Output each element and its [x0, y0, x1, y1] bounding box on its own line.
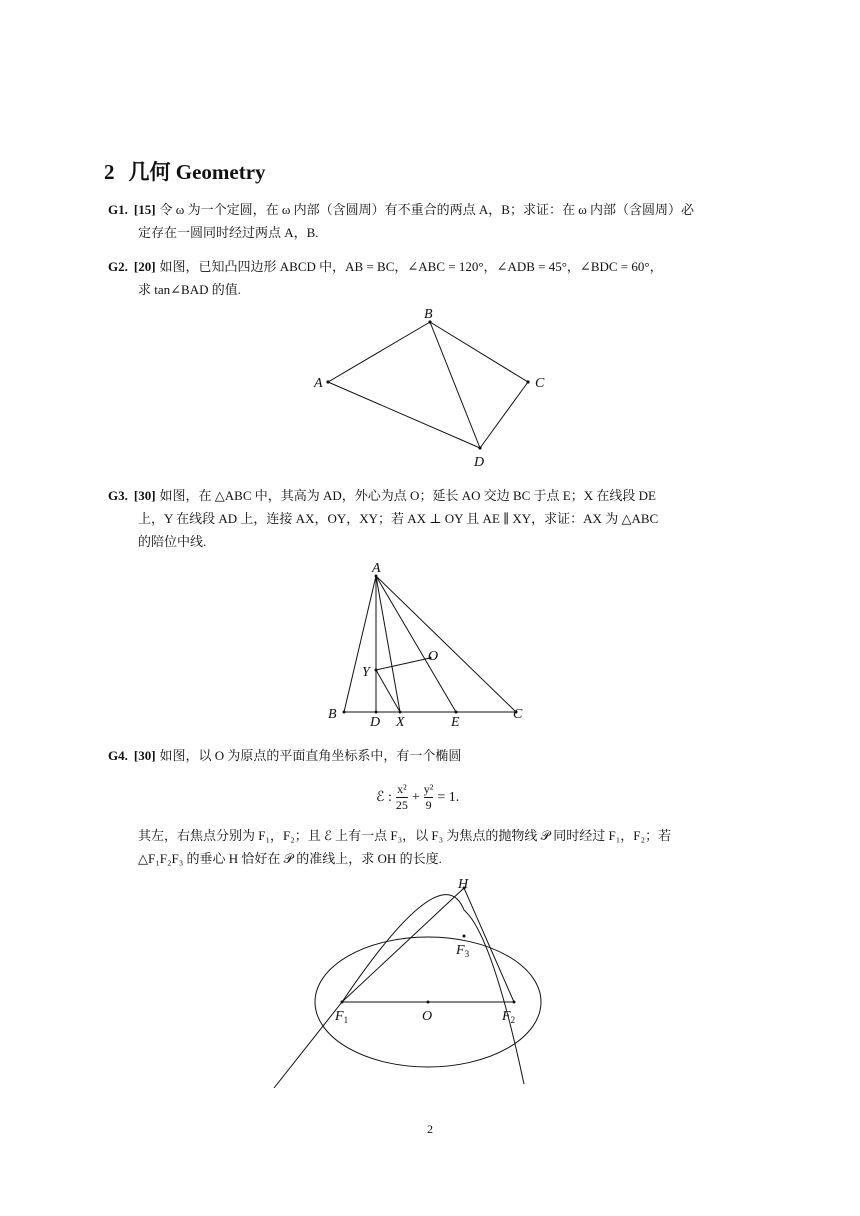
page-number: 2	[427, 1122, 433, 1136]
segment-da	[328, 382, 480, 448]
point-label-e: E	[451, 715, 460, 730]
problem-text: 令 ω 为一个定圆，在 ω 内部（含圆周）有不重合的两点 A，B；求证：在 ω 内部（含圆周）必	[159, 202, 695, 217]
equation-plus: +	[411, 789, 420, 805]
problem-text-cont: 求 tan∠BAD 的值.	[138, 282, 241, 297]
problem-text: 如图，以 O 为原点的平面直角坐标系中，有一个椭圆	[159, 748, 462, 763]
fraction-numerator: x²	[397, 782, 407, 796]
point-label-d: D	[474, 455, 485, 470]
problem-text-cont: △F₁F₂F₃ 的垂心 H 恰好在 𝒫 的准线上，求 OH 的长度.	[138, 851, 442, 866]
problem-label: G2.	[108, 259, 128, 274]
problem-g1	[108, 198, 758, 244]
problem-text: 如图，已知凸四边形 ABCD 中，AB = BC，∠ABC = 120°，∠ADB = 45°，∠BDC = 60°，	[159, 259, 663, 274]
point-label-y: Y	[362, 665, 370, 680]
point-label-h: H	[458, 877, 469, 892]
fraction-denominator: 9	[425, 798, 432, 812]
section-heading	[104, 156, 266, 186]
problem-g3	[108, 484, 758, 553]
segment-f1h	[342, 888, 464, 1002]
point-label-f1: $F_1$	[335, 1009, 349, 1025]
point-label-o: O	[422, 1009, 433, 1024]
point-label-d: D	[370, 715, 381, 730]
point-label-b: B	[424, 307, 433, 322]
point-label-x: X	[396, 715, 405, 730]
problem-label: G4.	[108, 748, 128, 763]
parabola-curve	[274, 895, 524, 1088]
problem-points: [15]	[133, 202, 156, 217]
problem-text-cont: 定存在一圆同时经过两点 A，B.	[138, 225, 319, 240]
problem-text-cont: 其左，右焦点分别为 F₁，F₂；且 ℰ 上有一点 F₃，以 F₃ 为焦点的抛物线 𝒫 同时经过 F₁，F₂；若	[138, 828, 672, 843]
point-label-c: C	[535, 376, 545, 391]
segment-ab	[344, 576, 376, 712]
fraction-y	[424, 782, 434, 813]
equation-rhs: = 1.	[437, 789, 460, 805]
fraction-x	[396, 782, 408, 813]
segment-bc	[430, 322, 528, 382]
point-label-a: A	[314, 376, 323, 391]
figure-triangle	[320, 556, 540, 732]
problem-label: G1.	[108, 202, 128, 217]
section-title-text: 几何 Geometry	[128, 160, 266, 184]
point-label-f2: $F_2$	[502, 1009, 516, 1025]
fraction-denominator: 25	[395, 798, 408, 812]
problem-points: [20]	[133, 259, 156, 274]
figure-ellipse-parabola	[262, 874, 562, 1088]
problem-text-cont: 的陪位中线.	[138, 534, 207, 549]
point-label-o: O	[428, 649, 439, 664]
problem-g2	[108, 255, 758, 301]
problem-text: 如图，在 △ABC 中，其高为 AD，外心为点 O；延长 AO 交边 BC 于点 E；X 在线段 DE	[159, 488, 656, 503]
segment-ab	[328, 322, 430, 382]
point-label-f3: $F_3$	[456, 943, 470, 959]
ellipse-equation	[376, 782, 459, 813]
segment-ac	[376, 576, 516, 712]
point-label-b: B	[328, 707, 337, 722]
problem-points: [30]	[133, 488, 156, 503]
problem-g4-cont	[108, 824, 758, 870]
segment-oy	[376, 658, 430, 670]
equation-lhs: ℰ :	[376, 790, 392, 805]
problem-text-cont: 上，Y 在线段 AD 上，连接 AX，OY，XY；若 AX ⊥ OY 且 AE ∥ XY，求证：AX 为 △ABC	[138, 511, 659, 526]
point-label-a: A	[372, 561, 381, 576]
segment-hf2	[464, 888, 514, 1002]
section-number: 2	[104, 160, 115, 184]
fraction-numerator: y²	[423, 782, 434, 796]
figure-quadrilateral	[300, 300, 560, 472]
segment-cd	[480, 382, 528, 448]
point-label-c: C	[513, 707, 523, 722]
problem-label: G3.	[108, 488, 128, 503]
problem-g4-intro	[108, 744, 758, 767]
problem-points: [30]	[133, 748, 156, 763]
